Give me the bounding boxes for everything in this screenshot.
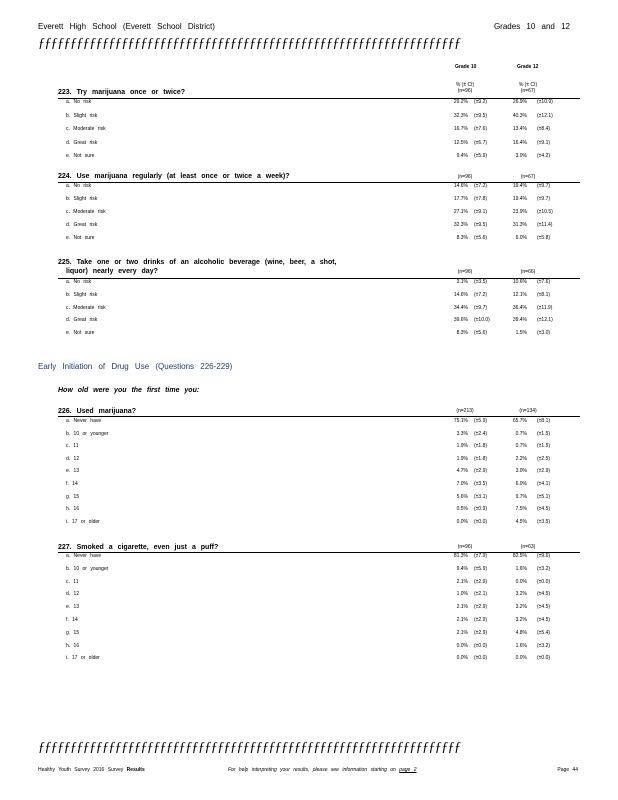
question-rule [58,416,580,417]
response-label: d. Great risk [66,139,98,146]
grade-12-ci: (±11.9) [537,304,553,311]
grade-10-n: (n=96) [457,269,473,275]
grade-10-value: 8.3% [456,234,468,241]
table-row [0,604,618,614]
grade-12-ci: (±12.1) [537,112,553,119]
table-row [0,140,618,150]
footer-page-link[interactable]: page 2 [399,767,417,773]
grade-12-ci: (±8.4) [537,126,551,132]
grade-10-ci: (±5.9) [474,153,488,159]
grade-10-value: 2.1% [456,578,468,585]
grade-12-value: 0.0% [515,578,527,585]
grade-10-ci: (±9.1) [474,208,488,215]
grade-12-ci: (±10.9) [537,99,553,105]
grade-10-ci: (±9.2) [474,99,488,105]
response-label: c. Moderate risk [66,304,106,311]
grade-10-value: 1.0% [456,591,468,598]
grade-10-value: 0.0% [456,655,468,662]
table-row [0,579,618,589]
grade-12-ci: (±9.1) [537,139,551,146]
grade-10-ci: (±5.6) [474,330,488,337]
grade-10-ci: (±5.9) [474,565,488,572]
footer-help-text: For help interpreting your results, please see information starting on [228,767,396,773]
grade-12-ci: (±7.6) [537,279,551,285]
table-row [0,591,618,601]
response-label: f. 14 [66,481,78,487]
grade-12-value: 4.5% [515,518,527,525]
table-row [0,519,618,529]
grade-10-value: 1.9% [456,443,468,450]
response-label: e. 13 [66,468,80,475]
table-row [0,235,618,245]
grade-10-value: 34.4% [453,304,468,311]
grade-10-value: 9.4% [456,153,468,159]
grade-10-ci: (±5.6) [474,234,488,241]
grade-10-ci: (±9.5) [474,112,488,119]
grade-12-ci: (±11.4) [537,221,553,228]
grade-10-value: 3.3% [456,430,468,437]
grade-10-ci: (±1.8) [474,455,488,462]
table-row [0,317,618,327]
table-row [0,330,618,340]
table-row [0,506,618,516]
grade-12-ci: (±4.1) [537,481,551,487]
section-title: Early Initiation of Drug Use (Questions 226-229) [38,362,233,371]
grade-12-value: 3.2% [515,604,527,611]
grade-12-ci: (±5.4) [537,629,551,636]
grade-10-value: 5.6% [456,493,468,500]
grade-10-n: (n=96) [457,174,473,180]
grade-10-ci: (±3.1) [474,493,488,500]
grade-10-value: 2.1% [456,617,468,623]
grade-12-ci: (±12.1) [537,317,553,324]
grade-10-value: 0.5% [456,506,468,513]
table-row [0,99,618,109]
table-row [0,113,618,123]
grade-10-ci: (±2.9) [474,617,488,623]
subquestion-prompt: How old were you the first time you: [58,387,200,394]
grade-10-value: 2.1% [456,604,468,611]
grade-12-ci: (±0.0) [537,655,551,662]
grade-10-n: (n=213) [456,408,474,414]
grade-12-ci: (±1.5) [537,430,551,437]
grade-12-value: 12.1% [512,291,527,298]
question-title: 224. Use marijuana regularly (at least once or twice a week)? [58,173,290,180]
grade-12-pct-header: % (± CI) [518,82,538,88]
grade-10-ci: (±2.9) [474,578,488,585]
grade-10-value: 0.0% [456,518,468,525]
grade-12-value: 1.6% [515,565,527,572]
grade-12-value: 65.7% [512,418,527,424]
grade-10-ci: (±5.9) [474,418,488,424]
grade-10-value: 27.1% [453,208,468,215]
response-label: d. 12 [66,455,80,462]
grade-12-header: Grade 12 [517,64,539,70]
grade-12-ci: (±3.2) [537,565,551,572]
response-label: c. 11 [66,578,79,585]
grade-12-ci: (±4.5) [537,591,551,598]
grade-12-value: 36.4% [512,304,527,311]
table-row [0,468,618,478]
footer-survey-label: Healthy Youth Survey 2016 Survey [38,767,124,773]
response-label: e. Not sure [66,153,95,159]
response-label: g. 15 [66,629,80,636]
grade-10-value: 14.6% [453,183,468,189]
grade-12-ci: (±3.2) [537,642,551,649]
grade-10-value: 32.3% [453,112,468,119]
response-label: b. 10 or younger [66,430,109,437]
footer-survey-name [38,767,145,773]
grade-10-ci: (±7.8) [474,195,488,202]
grade-12-ci: (±8.1) [537,291,551,298]
grade-12-value: 3.0% [515,468,527,475]
grade-12-value: 26.9% [512,99,527,105]
grade-10-header: Grade 10 [455,64,477,70]
grade-10-value: 81.3% [453,553,468,559]
grade-12-ci: (±4.5) [537,604,551,611]
grade-10-value: 32.3% [453,221,468,228]
grade-12-ci: (±9.6) [537,553,551,559]
table-row [0,443,618,453]
table-row [0,126,618,136]
grade-12-n: (n=63) [520,544,536,550]
grade-12-ci: (±0.0) [537,578,551,585]
grade-12-value: 3.2% [515,617,527,623]
grades-label: Grades 10 and 12 [493,22,570,31]
grade-10-ci: (±2.9) [474,629,488,636]
grade-10-ci: (±7.9) [474,553,488,559]
grade-12-ci: (±3.0) [537,330,551,337]
grade-10-value: 2.1% [456,629,468,636]
response-label: i. 17 or older [66,518,100,525]
grade-10-ci: (±2.1) [474,591,488,598]
grade-10-ci: (±10.0) [474,317,490,324]
response-label: b. Slight risk [66,112,98,119]
response-label: f. 14 [66,617,78,623]
response-label: e. 13 [66,604,80,611]
grade-10-value: 12.5% [453,139,468,146]
grade-10-n: (n=96) [457,544,473,550]
grade-10-value: 0.0% [456,642,468,649]
grade-12-value: 19.4% [512,183,527,189]
table-row [0,481,618,491]
grade-10-ci: (±0.0) [474,642,488,649]
grade-10-value: 4.7% [456,468,468,475]
page-number: Page 44 [557,767,578,773]
table-row [0,494,618,504]
table-row [0,553,618,563]
grade-10-value: 9.4% [456,565,468,572]
response-label: b. 10 or younger [66,565,109,572]
grade-12-value: 0.7% [515,430,527,437]
table-row [0,222,618,232]
table-row [0,617,618,627]
grade-12-ci: (±9.7) [537,195,551,202]
grade-12-value: 6.0% [515,481,527,487]
grade-12-value: 3.0% [515,153,527,159]
grade-10-value: 14.6% [453,291,468,298]
grade-12-value: 13.4% [512,126,527,132]
grade-12-value: 39.4% [512,317,527,324]
table-row [0,196,618,206]
grade-12-n: (n=67) [520,174,536,180]
footer-decoration: ƒƒƒƒƒƒƒƒƒƒƒƒƒƒƒƒƒƒƒƒƒƒƒƒƒƒƒƒƒƒƒƒƒƒƒƒƒƒƒƒƒƒƒƒƒƒƒƒƒƒƒƒƒƒƒƒƒƒƒƒƒƒƒƒƒƒ [38,740,461,755]
question-title: 227. Smoked a cigarette, even just a puff? [58,544,219,551]
table-row [0,643,618,653]
grade-12-n: (n=66) [520,269,536,275]
grade-10-value: 16.7% [453,126,468,132]
table-row [0,431,618,441]
grade-12-value: 23.9% [512,208,527,215]
grade-12-value: 1.6% [515,642,527,649]
table-row [0,153,618,163]
grade-12-value: 2.2% [515,455,527,462]
header-decoration: ƒƒƒƒƒƒƒƒƒƒƒƒƒƒƒƒƒƒƒƒƒƒƒƒƒƒƒƒƒƒƒƒƒƒƒƒƒƒƒƒƒƒƒƒƒƒƒƒƒƒƒƒƒƒƒƒƒƒƒƒƒƒƒƒƒƒ [38,36,461,51]
grade-10-value: 75.1% [453,418,468,424]
response-label: a. No risk [66,183,92,189]
grade-10-ci: (±3.5) [474,279,488,285]
grade-10-pct-header: % (± CI) [455,82,475,88]
grade-10-ci: (±2.4) [474,430,488,437]
grade-10-ci: (±0.0) [474,655,488,662]
question-title-continued: liquor) nearly every day? [66,268,158,275]
grade-10-ci: (±0.9) [474,506,488,513]
grade-10-ci: (±7.6) [474,126,488,132]
grade-12-ci: (±8.1) [537,418,551,424]
grade-12-ci: (±9.7) [537,183,551,189]
response-label: d. 12 [66,591,80,598]
response-label: a. No risk [66,99,92,105]
grade-12-value: 82.5% [512,553,527,559]
grade-10-ci: (±6.7) [474,139,488,146]
grade-12-ci: (±3.5) [537,518,551,525]
response-label: c. Moderate risk [66,208,106,215]
table-row [0,292,618,302]
grade-12-value: 3.2% [515,591,527,598]
grade-12-ci: (±4.5) [537,617,551,623]
grade-10-ci: (±3.5) [474,481,488,487]
grade-10-value: 3.1% [456,279,468,285]
grade-12-value: 31.3% [512,221,527,228]
grade-10-n: (n=96) [457,88,473,94]
grade-12-n: (n=67) [520,88,536,94]
grade-12-value: 0.0% [515,655,527,662]
grade-12-value: 4.8% [515,629,527,636]
response-label: a. Never have [66,553,102,559]
grade-12-ci: (±2.5) [537,455,551,462]
grade-12-value: 19.4% [512,195,527,202]
grade-12-n: (n=134) [519,408,537,414]
grade-12-ci: (±4.2) [537,153,551,159]
grade-12-ci: (±2.9) [537,468,551,475]
question-title: 225. Take one or two drinks of an alcoholic beverage (wine, beer, a shot, [58,259,337,266]
table-row [0,418,618,428]
grade-12-value: 1.5% [515,330,527,337]
response-label: e. Not sure [66,234,95,241]
grade-12-value: 40.3% [512,112,527,119]
footer-help [228,767,417,773]
response-label: e. Not sure [66,330,95,337]
table-row [0,279,618,289]
response-label: a. No risk [66,279,92,285]
grade-12-ci: (±4.5) [537,506,551,513]
grade-10-value: 8.3% [456,330,468,337]
grade-10-value: 29.2% [453,99,468,105]
grade-10-ci: (±9.5) [474,221,488,228]
table-row [0,456,618,466]
grade-10-ci: (±0.0) [474,518,488,525]
table-row [0,305,618,315]
response-label: i. 17 or older [66,655,100,662]
footer-results-label: Results [126,767,145,773]
table-row [0,630,618,640]
grade-10-value: 39.6% [453,317,468,324]
grade-12-value: 6.0% [515,234,527,241]
response-label: h. 16 [66,642,80,649]
grade-10-value: 7.0% [456,481,468,487]
question-title: 223. Try marijuana once or twice? [58,89,186,96]
response-label: b. Slight risk [66,195,98,202]
response-label: b. Slight risk [66,291,98,298]
response-label: a. Never have [66,418,102,424]
grade-12-ci: (±5.8) [537,234,551,241]
grade-10-ci: (±2.9) [474,604,488,611]
grade-10-ci: (±2.9) [474,468,488,475]
grade-10-ci: (±7.2) [474,291,488,298]
grade-12-value: 7.5% [515,506,527,513]
response-label: c. 11 [66,443,79,450]
grade-12-value: 10.6% [512,279,527,285]
response-label: g. 15 [66,493,80,500]
grade-10-ci: (±1.8) [474,443,488,450]
grade-12-ci: (±1.5) [537,443,551,450]
table-row [0,655,618,665]
question-title: 226. Used marijuana? [58,408,136,415]
response-label: d. Great risk [66,221,98,228]
grade-10-ci: (±9.7) [474,304,488,311]
grade-12-value: 9.7% [515,493,527,500]
table-row [0,183,618,193]
grade-12-ci: (±10.5) [537,208,553,215]
response-label: c. Moderate risk [66,126,106,132]
response-label: h. 16 [66,506,80,513]
school-name: Everett High School (Everett School District) [38,22,215,31]
grade-12-value: 0.7% [515,443,527,450]
grade-12-ci: (±5.1) [537,493,551,500]
grade-10-ci: (±7.2) [474,183,488,189]
response-label: d. Great risk [66,317,98,324]
table-row [0,209,618,219]
grade-12-value: 16.4% [512,139,527,146]
table-row [0,566,618,576]
grade-10-value: 1.9% [456,455,468,462]
grade-10-value: 17.7% [453,195,468,202]
